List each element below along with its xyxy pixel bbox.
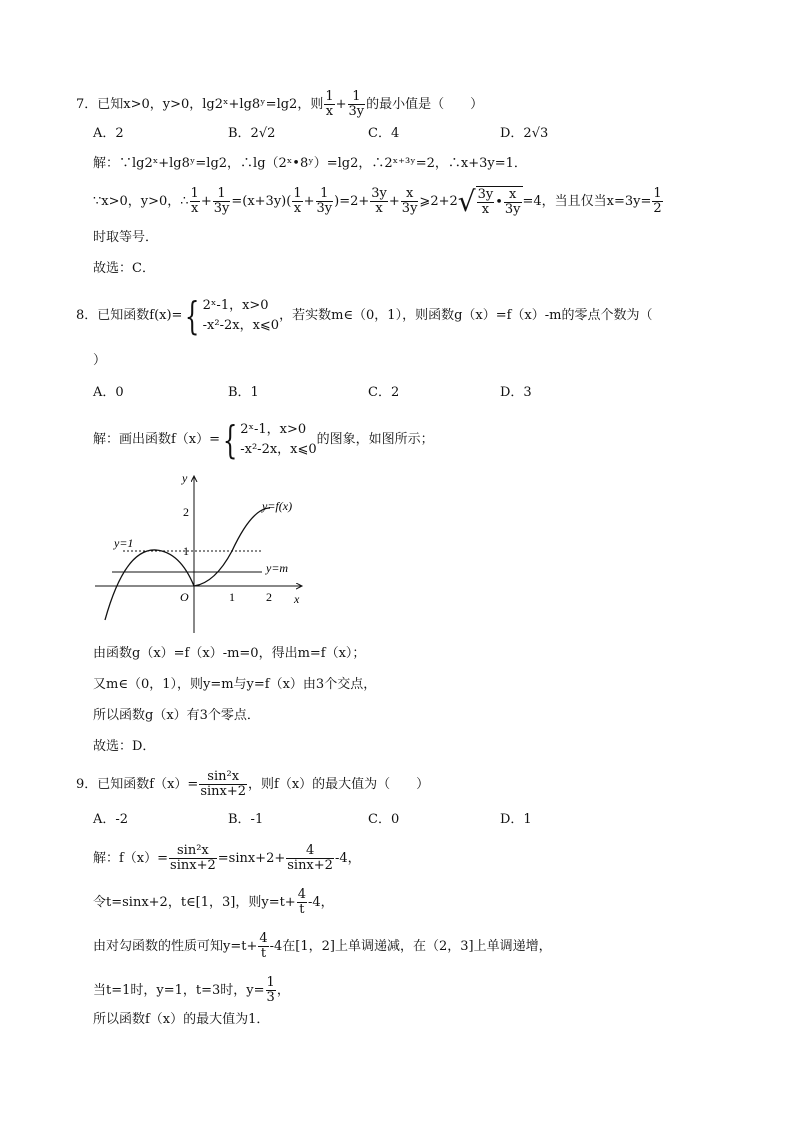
text: 9．已知函数f（x）= — [76, 777, 199, 792]
x-tick-1: 1 — [229, 590, 235, 604]
fraction — [370, 187, 388, 216]
case-2: -x²-2x，x⩽0 — [240, 442, 317, 457]
q8-option-d: D．3 — [500, 385, 532, 400]
text: ⩾2+2 — [419, 194, 458, 209]
numerator: 3y — [477, 187, 494, 202]
numerator: 4 — [297, 887, 306, 902]
q7-stem-tail: 的最小值是（ ） — [366, 97, 484, 112]
denominator: 3y — [213, 201, 230, 216]
case-1: 2ˣ-1，x>0 — [202, 298, 269, 313]
q7-option-c: C．4 — [368, 126, 400, 141]
y-axis-label: y — [182, 471, 188, 485]
fraction — [169, 844, 217, 873]
numerator: sin²x — [199, 770, 247, 785]
text: ，则f（x）的最大值为（ ） — [248, 777, 430, 792]
piecewise-cases — [203, 296, 279, 336]
q9-option-b: B．-1 — [228, 812, 264, 827]
origin-label: O — [180, 590, 189, 604]
q9-option-c: C．0 — [368, 812, 400, 827]
denominator: x — [481, 202, 490, 217]
q7-option-b: B．2√2 — [228, 126, 276, 141]
text: -4， — [334, 851, 361, 866]
fraction — [266, 976, 276, 1005]
brace: { — [222, 418, 238, 462]
q7-solution-3: 时取等号． — [93, 230, 159, 245]
denominator: 3y — [504, 202, 521, 217]
q7-option-a: A．2 — [93, 126, 124, 141]
fraction — [190, 187, 200, 216]
text: ， — [276, 983, 290, 998]
denominator: t — [260, 946, 267, 961]
label-y-equals-m: y=m — [266, 561, 289, 575]
q9-solution-1 — [93, 844, 361, 873]
numerator: 4 — [286, 844, 334, 859]
sqrt-expression — [458, 186, 523, 217]
q8-solution-4: 所以函数g（x）有3个零点． — [93, 708, 260, 723]
q9-solution-3 — [93, 932, 552, 961]
q8-option-c: C．2 — [368, 385, 400, 400]
q7-answer: 故选：C． — [93, 261, 155, 276]
numerator: 1 — [213, 187, 231, 202]
q8-option-a: A．0 — [93, 385, 124, 400]
q7-option-d: D．2√3 — [500, 126, 549, 141]
denominator: 2 — [653, 201, 662, 216]
numerator: 3y — [371, 186, 387, 201]
case-2: -x²-2x，x⩽0 — [202, 318, 280, 333]
text: 解：画出函数f（x）= — [93, 432, 221, 447]
denominator: x — [325, 104, 334, 119]
numerator: 1 — [266, 975, 275, 990]
text: =(x+3y)( — [231, 194, 292, 209]
q7-fraction-2 — [348, 90, 366, 119]
fraction — [477, 188, 495, 217]
q9-option-d: D．1 — [500, 812, 532, 827]
fraction — [297, 888, 307, 917]
radicand: $\frac{3y}{x}$ • $\frac{x}{3y}$ — [477, 187, 521, 217]
q9-stem — [76, 770, 429, 799]
q7-stem-text: 7．已知x>0，y>0，lg2ˣ+lg8ʸ=lg2，则 — [76, 97, 324, 112]
q9-solution-2 — [93, 888, 334, 917]
text: -4， — [307, 895, 334, 910]
denominator: x — [293, 201, 302, 216]
text: 8．已知函数f(x)= — [76, 308, 183, 323]
x-axis-label: x — [294, 592, 300, 606]
q7-solution-2: ∵x>0，y>0，∴ $\frac{1}{x}$ + $\frac{1}{3y}$ =(x+3y)( $\frac{1}{x}$ + $\frac{1}{3y}$ )=2+ $\frac{3y}{x}$ + $\frac{x}{3y}$ ⩾2+2 √ $\frac{3y}{x}$ • $\frac{x}{3y}$ =4，当且仅当x=3y= $\frac{1}{2}$ — [93, 184, 662, 218]
text: )=2+ — [334, 194, 370, 209]
q8-solution-2: 由函数g（x）=f（x）-m=0，得出m=f（x）； — [93, 646, 366, 661]
denominator: x — [375, 201, 383, 216]
y-tick-1: 1 — [183, 544, 189, 558]
q9-option-a: A．-2 — [93, 812, 129, 827]
denominator: sinx+2 — [170, 858, 216, 873]
case-1: 2ˣ-1，x>0 — [240, 422, 307, 437]
plus-sign: + — [335, 97, 347, 112]
q8-stem-close: ） — [93, 353, 107, 368]
brace: { — [185, 294, 200, 338]
denominator: 3y — [401, 201, 418, 216]
denominator: 3 — [266, 990, 275, 1005]
numerator: x — [504, 188, 522, 203]
fraction — [316, 187, 334, 216]
numerator: 1 — [316, 187, 334, 202]
numerator: 1 — [653, 186, 662, 201]
numerator: x — [401, 187, 419, 202]
numerator: 1 — [293, 186, 302, 201]
numerator: 1 — [348, 90, 366, 105]
fraction — [292, 187, 302, 216]
text: =sinx+2+ — [217, 851, 286, 866]
fraction — [286, 844, 334, 873]
fraction — [504, 188, 522, 217]
denominator: x — [191, 201, 199, 216]
fraction — [401, 187, 419, 216]
y-tick-2: 2 — [183, 505, 189, 519]
fraction — [199, 770, 247, 799]
q8-answer: 故选：D． — [93, 739, 156, 754]
text: 的图象，如图所示； — [316, 432, 434, 447]
fraction-half — [652, 187, 662, 216]
q8-stem — [76, 296, 652, 336]
text: -4在[1，2]上单调递减，在（2，3]上单调递增， — [269, 939, 552, 954]
text: 当t=1时，y=1，t=3时，y= — [93, 983, 265, 998]
q9-solution-5: 所以函数f（x）的最大值为1． — [93, 1012, 270, 1027]
q9-solution-4 — [93, 976, 290, 1005]
denominator: 3y — [348, 104, 365, 119]
text: 由对勾函数的性质可知y=t+ — [93, 939, 258, 954]
q8-option-b: B．1 — [228, 385, 259, 400]
q8-solution-3: 又m∈（0，1），则y=m与y=f（x）由3个交点， — [93, 677, 377, 692]
q7-solution-1: 解：∵lg2ˣ+lg8ʸ=lg2，∴lg（2ˣ•8ʸ）=lg2，∴2ˣ⁺³ʸ=2，∴x+3y=1． — [93, 156, 527, 171]
label-y-equals-fx: y=f(x) — [262, 499, 293, 513]
x-tick-2: 2 — [266, 590, 272, 604]
text: ∵x>0，y>0，∴ — [93, 194, 189, 209]
denominator: sinx+2 — [200, 784, 247, 799]
numerator: sin²x — [169, 844, 217, 859]
curve-left-part — [105, 550, 194, 620]
denominator: sinx+2 — [287, 858, 333, 873]
text: 解：f（x）= — [93, 851, 169, 866]
denominator: 3y — [316, 201, 333, 216]
radical-sign: √ — [457, 184, 476, 218]
q7-fraction-1 — [324, 90, 334, 119]
curve-right-part — [194, 508, 270, 586]
denominator: t — [299, 902, 305, 917]
fraction — [258, 932, 268, 961]
q7-stem — [76, 90, 483, 119]
text: =4，当且仅当x=3y= — [522, 194, 652, 209]
piecewise-cases — [240, 420, 316, 460]
fraction — [213, 187, 231, 216]
text: 令t=sinx+2，t∈[1，3]，则y=t+ — [93, 895, 296, 910]
q8-solution-1 — [93, 420, 434, 460]
numerator: 1 — [190, 186, 199, 201]
numerator: 1 — [325, 89, 334, 104]
numerator: 4 — [259, 931, 268, 946]
text: ，若实数m∈（0，1），则函数g（x）=f（x）-m的零点个数为（ — [279, 308, 653, 323]
function-graph — [90, 468, 320, 638]
label-y-equals-1: y=1 — [114, 536, 134, 550]
